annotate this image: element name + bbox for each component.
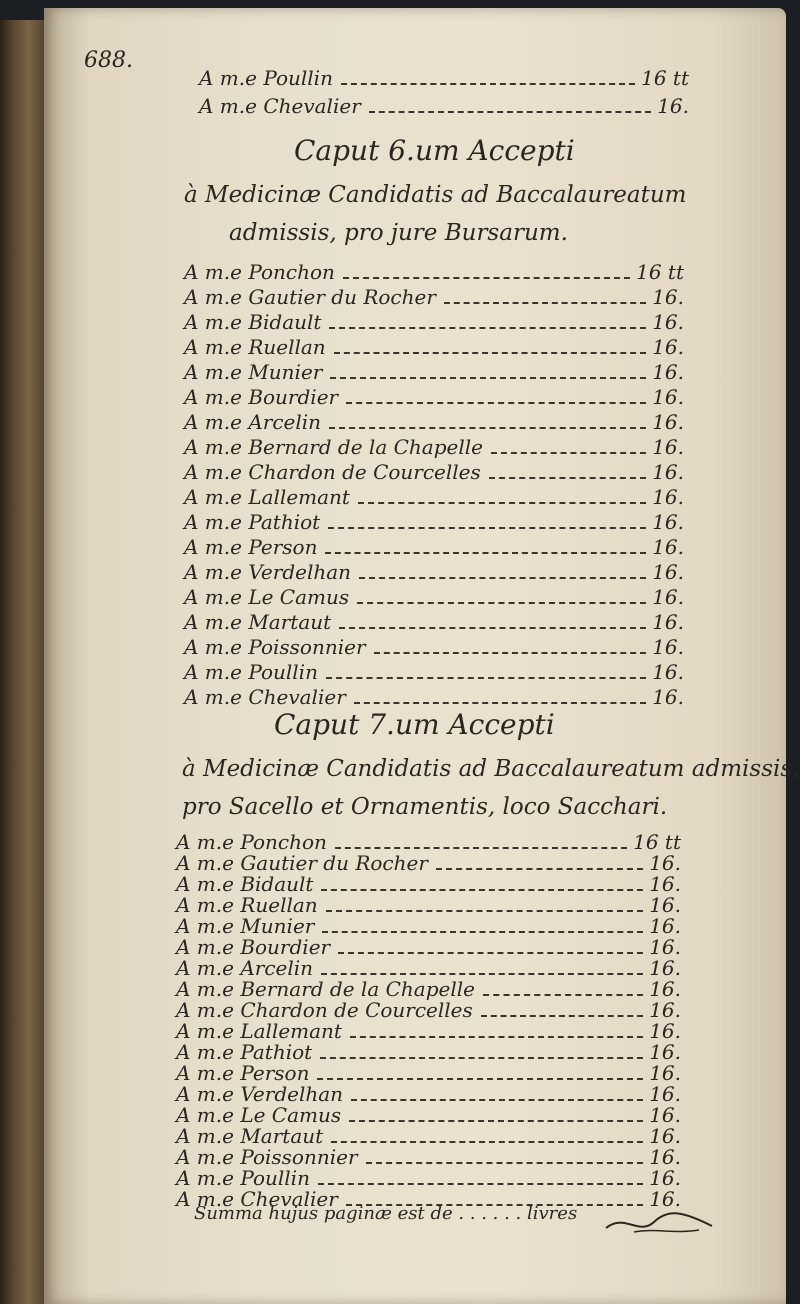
list-item	[184, 585, 684, 610]
dash-leader	[335, 847, 627, 849]
entry-amount: 16.	[652, 660, 684, 684]
list-item	[184, 560, 684, 585]
entry-name: A m.e Person	[184, 535, 318, 559]
entry-name: A m.e Martaut	[184, 610, 332, 634]
list-item	[184, 385, 684, 410]
dash-leader	[444, 302, 646, 304]
entry-amount: 16.	[649, 1124, 681, 1148]
entry-amount: 16.	[649, 977, 681, 1001]
entry-name: A m.e Poissonnier	[176, 1145, 358, 1169]
section-description-line: à Medicinæ Candidatis ad Baccalaureatum admissis,	[182, 756, 800, 782]
entry-amount: 16.	[652, 535, 684, 559]
entry-name: A m.e Martaut	[176, 1124, 324, 1148]
dash-leader	[338, 952, 643, 954]
entry-amount: 16.	[649, 956, 681, 980]
list-item	[199, 94, 689, 119]
entry-amount: 16.	[652, 585, 684, 609]
entry-amount: 16.	[652, 510, 684, 534]
dash-leader	[318, 1183, 643, 1185]
entry-amount: 16.	[652, 560, 684, 584]
entry-name: A m.e Gautier du Rocher	[176, 851, 428, 875]
entry-amount: 16.	[649, 1145, 681, 1169]
list-item	[184, 410, 684, 435]
dash-leader	[341, 83, 635, 85]
signature-flourish-icon	[604, 1208, 714, 1238]
entry-name: A m.e Bidault	[184, 310, 322, 334]
entry-amount: 16.	[649, 872, 681, 896]
dash-leader	[358, 502, 646, 504]
entry-name: A m.e Le Camus	[176, 1103, 342, 1127]
dash-leader	[321, 973, 643, 975]
dash-leader	[343, 277, 630, 279]
dash-leader	[339, 627, 646, 629]
entry-amount: 16.	[649, 1061, 681, 1085]
dash-leader	[366, 1162, 644, 1164]
entry-name: A m.e Chevalier	[184, 685, 346, 709]
section-description-line: à Medicinæ Candidatis ad Baccalaureatum	[184, 182, 687, 208]
list-item	[184, 660, 684, 685]
entry-name: A m.e Verdelhan	[176, 1082, 344, 1106]
entry-amount: 16.	[652, 435, 684, 459]
entry-amount: 16 tt	[633, 830, 681, 854]
dash-leader	[317, 1078, 643, 1080]
entry-name: A m.e Bourdier	[184, 385, 339, 409]
dash-leader	[349, 1120, 643, 1122]
book-edge	[0, 20, 48, 1304]
list-item	[184, 485, 684, 510]
dash-leader	[359, 577, 646, 579]
list-item	[184, 260, 684, 285]
entry-name: A m.e Ruellan	[176, 893, 318, 917]
dash-leader	[436, 868, 643, 870]
entry-name: A m.e Chevalier	[199, 94, 361, 118]
dash-leader	[334, 352, 646, 354]
entry-name: A m.e Gautier du Rocher	[184, 285, 436, 309]
dash-leader	[369, 111, 651, 113]
dash-leader	[351, 1099, 643, 1101]
entry-amount: 16.	[649, 935, 681, 959]
entry-name: A m.e Pathiot	[184, 510, 321, 534]
entry-name: A m.e Lallemant	[184, 485, 350, 509]
dash-leader	[329, 327, 646, 329]
list-item	[184, 610, 684, 635]
entry-amount: 16.	[652, 610, 684, 634]
list-item	[184, 310, 684, 335]
entry-name: A m.e Bernard de la Chapelle	[184, 435, 483, 459]
dash-leader	[354, 702, 646, 704]
manuscript-page	[44, 8, 800, 1304]
entry-amount: 16.	[652, 335, 684, 359]
list-item	[184, 535, 684, 560]
dash-leader	[326, 910, 643, 912]
list-item	[184, 360, 684, 385]
dash-leader	[374, 652, 647, 654]
entry-name: A m.e Bidault	[176, 872, 314, 896]
entry-amount: 16.	[652, 485, 684, 509]
section-description-line: admissis, pro jure Bursarum.	[229, 220, 568, 246]
entry-name: A m.e Le Camus	[184, 585, 350, 609]
entry-amount: 16.	[649, 914, 681, 938]
dash-leader	[320, 1057, 643, 1059]
entry-name: A m.e Arcelin	[184, 410, 322, 434]
list-item	[184, 335, 684, 360]
dash-leader	[329, 427, 646, 429]
dash-leader	[491, 452, 646, 454]
list-item	[184, 510, 684, 535]
dash-leader	[328, 527, 646, 529]
entry-name: A m.e Chardon de Courcelles	[184, 460, 481, 484]
entry-amount: 16.	[652, 635, 684, 659]
dash-leader	[489, 477, 646, 479]
entry-name: A m.e Arcelin	[176, 956, 314, 980]
dash-leader	[483, 994, 643, 996]
entry-amount: 16 tt	[636, 260, 684, 284]
entry-name: A m.e Ponchon	[176, 830, 327, 854]
dash-leader	[321, 889, 643, 891]
entry-name: A m.e Lallemant	[176, 1019, 342, 1043]
entry-amount: 16.	[652, 410, 684, 434]
entry-name: A m.e Pathiot	[176, 1040, 313, 1064]
entry-amount: 16.	[652, 385, 684, 409]
entry-amount: 16.	[649, 1166, 681, 1190]
entry-name: A m.e Poullin	[176, 1166, 310, 1190]
entry-amount: 16.	[657, 94, 689, 118]
entry-name: A m.e Poullin	[199, 66, 333, 90]
entry-amount: 16.	[652, 360, 684, 384]
entry-amount: 16.	[649, 893, 681, 917]
entry-amount: 16.	[652, 310, 684, 334]
entry-name: A m.e Ruellan	[184, 335, 326, 359]
entry-amount: 16.	[649, 1103, 681, 1127]
entry-name: A m.e Ponchon	[184, 260, 335, 284]
entry-name: A m.e Poissonnier	[184, 635, 366, 659]
entry-amount: 16.	[652, 460, 684, 484]
section-description-line: pro Sacello et Ornamentis, loco Sacchari.	[182, 794, 668, 820]
entry-amount: 16.	[649, 851, 681, 875]
entry-name: A m.e Bernard de la Chapelle	[176, 977, 475, 1001]
dash-leader	[330, 377, 646, 379]
page-total-note: Summa hujus paginæ est de . . . . . . livres	[194, 1203, 578, 1224]
entry-name: A m.e Chevalier	[176, 1187, 338, 1211]
entry-name: A m.e Munier	[176, 914, 315, 938]
section-heading-caput-6: Caput 6.um Accepti	[294, 134, 575, 167]
dash-leader	[326, 677, 646, 679]
entry-amount: 16.	[649, 1019, 681, 1043]
dash-leader	[331, 1141, 643, 1143]
entry-amount: 16.	[649, 1082, 681, 1106]
dash-leader	[322, 931, 643, 933]
list-item	[184, 460, 684, 485]
entry-amount: 16.	[649, 1040, 681, 1064]
entry-name: A m.e Verdelhan	[184, 560, 352, 584]
list-item	[184, 685, 684, 710]
list-item	[184, 635, 684, 660]
list-item	[199, 66, 689, 91]
entry-name: A m.e Poullin	[184, 660, 318, 684]
entry-name: A m.e Munier	[184, 360, 323, 384]
page-number: 688.	[84, 48, 133, 73]
dash-leader	[346, 402, 646, 404]
entry-amount: 16.	[652, 685, 684, 709]
entry-amount: 16.	[649, 1187, 681, 1211]
entry-name: A m.e Person	[176, 1061, 310, 1085]
dash-leader	[350, 1036, 643, 1038]
section-heading-caput-7: Caput 7.um Accepti	[274, 708, 555, 741]
entry-amount: 16 tt	[641, 66, 689, 90]
list-item	[184, 285, 684, 310]
dash-leader	[325, 552, 646, 554]
entry-name: A m.e Chardon de Courcelles	[176, 998, 473, 1022]
entry-amount: 16.	[652, 285, 684, 309]
entry-name: A m.e Bourdier	[176, 935, 331, 959]
list-item	[184, 435, 684, 460]
entry-amount: 16.	[649, 998, 681, 1022]
dash-leader	[481, 1015, 643, 1017]
dash-leader	[357, 602, 646, 604]
